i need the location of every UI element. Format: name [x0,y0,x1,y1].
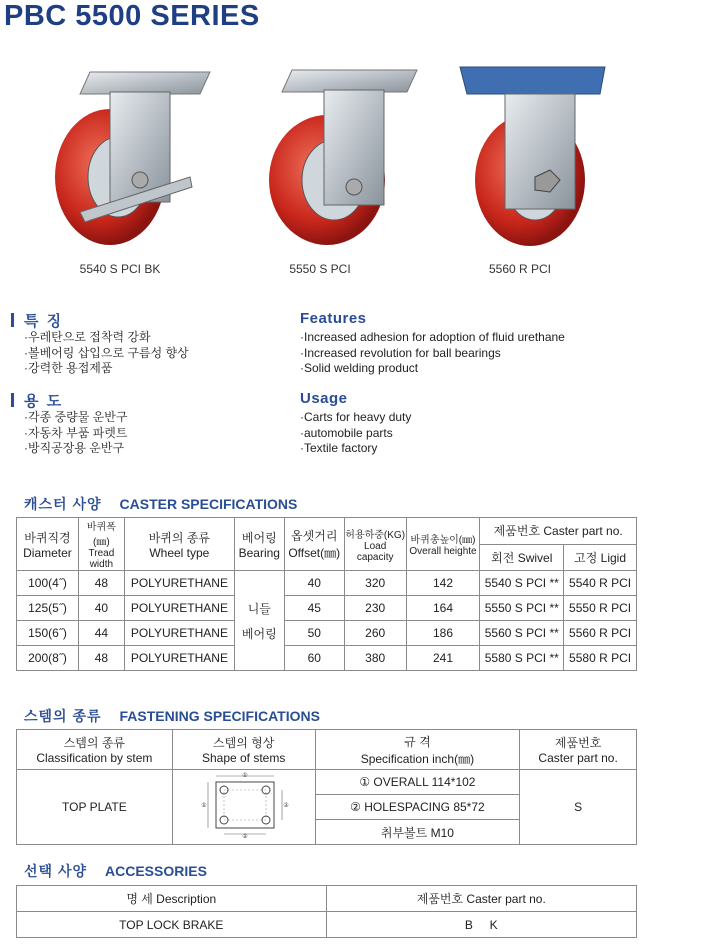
header-tread: 바퀴폭(㎜) Tread width [78,518,124,571]
header-rigid: 고정 Ligid [564,544,637,571]
product-caption: 5540 S PCI BK [79,262,161,276]
list-item: · Increased revolution for ball bearings [300,346,565,362]
list-item: · Carts for heavy duty [300,410,411,426]
caster-5550-image [262,52,442,252]
header-offset: 옵셋거리 Offset(㎜) [284,518,344,571]
caster-5540-image [40,52,220,252]
usage-kr-list [24,410,127,457]
table-row: 200(8˝) 48 POLYURETHANE 60 380 241 5580 S PCI ** 5580 R PCI [17,646,637,671]
fastening-spec-table [16,729,637,845]
product-caption: 5550 S PCI [289,262,351,276]
caster-spec-title-en: CASTER SPECIFICATIONS [119,496,298,512]
product-caption: 5560 R PCI [488,262,552,276]
header-part-no: 제품번호 Caster part no. [520,730,637,770]
fastening-spec-title-kr: 스템의 종류 [24,708,102,724]
bearing-cell: 니들 베어링 [234,571,284,671]
list-item: · 각종 중량물 운반구 [24,410,127,426]
list-item: · 볼베어링 삽입으로 구름성 향상 [24,346,189,362]
usage-en-heading: Usage [300,390,348,407]
features-en-list [300,330,565,377]
svg-text:②: ② [282,802,289,809]
header-height: 바퀴총높이(㎜) Overall heighte [406,518,480,571]
features-en-heading: Features [300,310,367,327]
list-item: · Textile factory [300,441,411,457]
header-description: 명 세 Description [17,886,327,912]
caster-5560-image [455,52,635,252]
top-plate-diagram [194,772,294,840]
stem-class-cell: TOP PLATE [17,770,173,845]
accessories-title-en: ACCESSORIES [105,863,207,879]
list-item: · automobile parts [300,426,411,442]
accessory-part: B K [326,912,636,938]
list-item: · Solid welding product [300,361,565,377]
list-item: · 방직공장용 운반구 [24,441,127,457]
accessories-title [24,861,207,881]
part-no-cell: S [520,770,637,845]
fastening-spec-title-en: FASTENING SPECIFICATIONS [119,708,320,724]
usage-kr-heading: 용 도 [24,393,64,410]
header-class: 스템의 종류 Classification by stem [17,730,173,770]
spec-overall: ① OVERALL 114*102 [315,770,520,795]
table-row: 125(5˝) 40 POLYURETHANE 45 230 164 5550 S PCI ** 5550 R PCI [17,596,637,621]
caster-spec-title-kr: 캐스터 사양 [24,496,102,512]
section-bar [11,393,14,407]
accessories-table [16,885,637,938]
caster-spec-table [16,517,637,671]
list-item: · 강력한 용접제품 [24,361,189,377]
header-part: 제품번호 Caster part no. [480,518,637,545]
header-diameter: 바퀴직경 Diameter [17,518,79,571]
spec-holespacing: ② HOLESPACING 85*72 [315,795,520,820]
fastening-spec-title [24,706,320,726]
section-bar [11,313,14,327]
svg-text:②: ② [241,833,248,840]
stem-shape-cell [172,770,315,845]
usage-en-list [300,410,411,457]
list-item: · 우레탄으로 접착력 강화 [24,330,189,346]
features-kr-list [24,330,189,377]
accessories-title-kr: 선택 사양 [24,863,87,879]
caster-spec-title [24,494,297,514]
table-row [17,912,637,938]
accessory-desc: TOP LOCK BRAKE [17,912,327,938]
table-row: 100(4˝) 48 POLYURETHANE 니들 베어링 40 320 142 5540 S PCI ** 5540 R PCI [17,571,637,596]
features-kr-heading: 특 징 [24,313,64,330]
header-spec: 규 격 Specification inch(㎜) [315,730,520,770]
svg-text:①: ① [241,772,248,779]
header-swivel: 회전 Swivel [480,544,564,571]
page-title: PBC 5500 SERIES [4,0,260,32]
list-item: · 자동차 부품 파렛트 [24,426,127,442]
header-wheel: 바퀴의 종류 Wheel type [124,518,234,571]
header-part-no: 제품번호 Caster part no. [326,886,636,912]
table-row: 150(6˝) 44 POLYURETHANE 50 260 186 5560 S PCI ** 5560 R PCI [17,621,637,646]
list-item: · Increased adhesion for adoption of fluid urethane [300,330,565,346]
header-shape: 스템의 형상 Shape of stems [172,730,315,770]
header-load: 허용하중(KG) Load capacity [344,518,406,571]
svg-text:①: ① [200,802,207,809]
header-bearing: 베어링 Bearing [234,518,284,571]
spec-bolt: 취부볼트 M10 [315,820,520,845]
